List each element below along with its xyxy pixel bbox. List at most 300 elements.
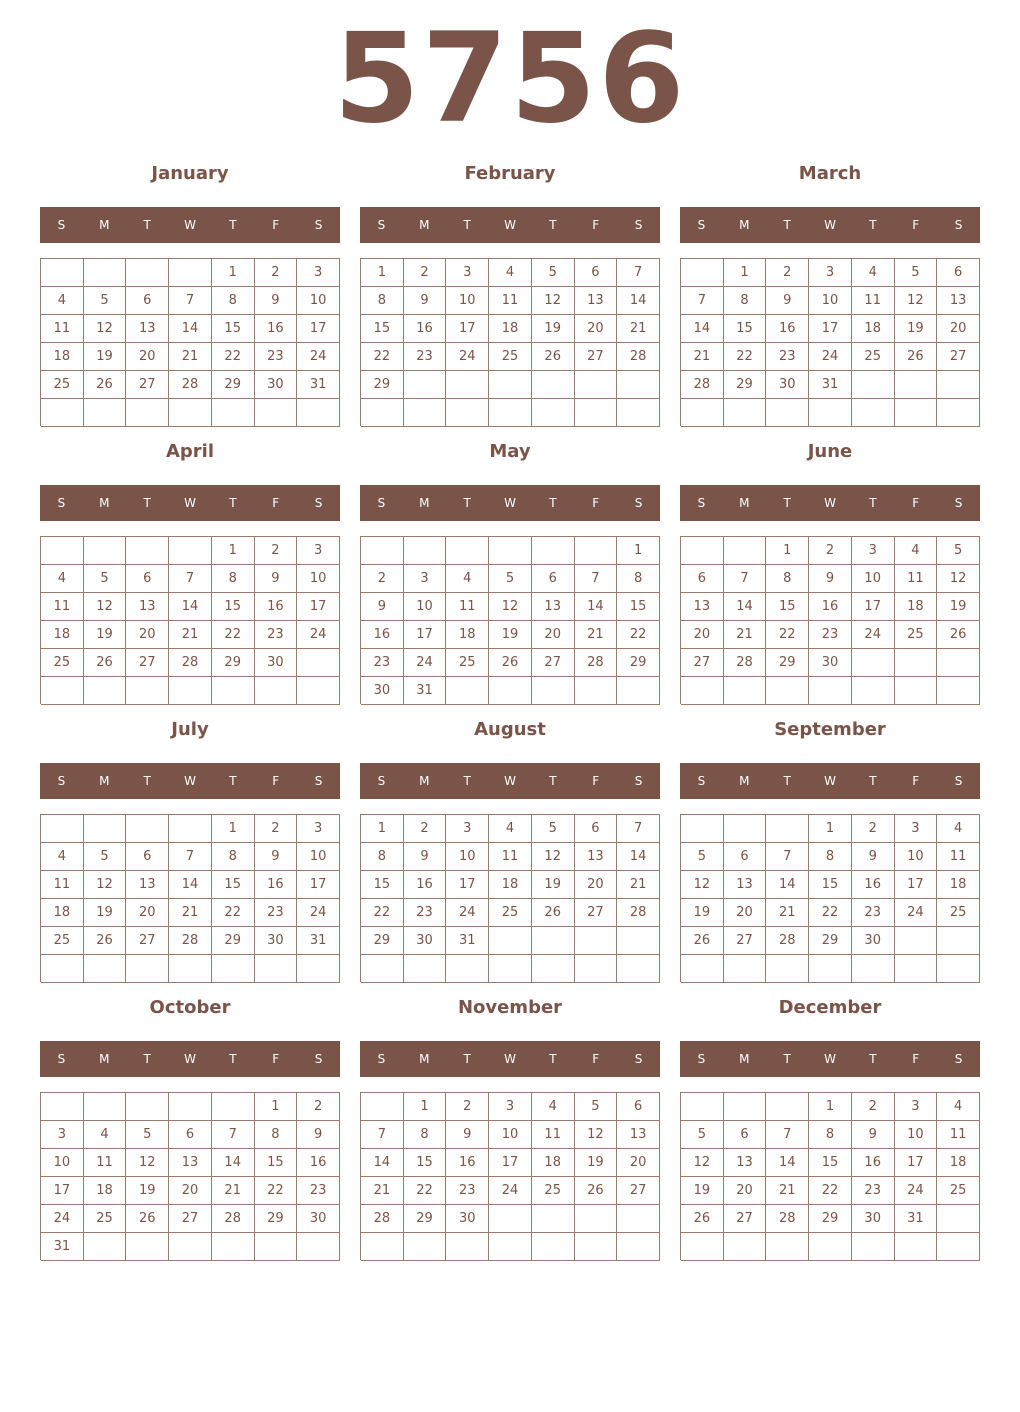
day-cell: 26 xyxy=(84,371,127,399)
day-cell: 12 xyxy=(126,1149,169,1177)
day-cell: 18 xyxy=(41,899,84,927)
empty-cell xyxy=(84,537,127,565)
day-cell: 5 xyxy=(681,1121,724,1149)
empty-cell xyxy=(681,259,724,287)
day-cell: 13 xyxy=(575,287,618,315)
day-cell: 29 xyxy=(212,927,255,955)
day-cell: 18 xyxy=(532,1149,575,1177)
day-cell: 20 xyxy=(937,315,980,343)
day-cell: 27 xyxy=(937,343,980,371)
day-cell: 17 xyxy=(404,621,447,649)
day-cell: 9 xyxy=(255,843,298,871)
empty-cell xyxy=(212,677,255,705)
day-cell: 9 xyxy=(404,843,447,871)
weekday-header xyxy=(40,485,340,521)
empty-cell xyxy=(852,677,895,705)
empty-cell xyxy=(169,259,212,287)
empty-cell xyxy=(212,399,255,427)
day-cell: 2 xyxy=(255,259,298,287)
day-cell: 16 xyxy=(852,871,895,899)
day-cell: 22 xyxy=(212,621,255,649)
day-cell: 6 xyxy=(617,1093,660,1121)
weekday-label: M xyxy=(99,774,110,788)
day-cell: 14 xyxy=(212,1149,255,1177)
empty-cell xyxy=(937,649,980,677)
empty-cell xyxy=(126,815,169,843)
empty-cell xyxy=(895,927,938,955)
day-cell: 17 xyxy=(489,1149,532,1177)
day-cell: 19 xyxy=(575,1149,618,1177)
day-cell: 24 xyxy=(489,1177,532,1205)
day-cell: 22 xyxy=(809,899,852,927)
day-cell: 3 xyxy=(895,815,938,843)
empty-cell xyxy=(724,677,767,705)
day-cell: 26 xyxy=(681,927,724,955)
day-cell: 12 xyxy=(937,565,980,593)
day-grid xyxy=(360,536,660,704)
day-cell: 29 xyxy=(404,1205,447,1233)
weekday-label: F xyxy=(592,774,600,788)
day-cell: 27 xyxy=(532,649,575,677)
day-cell: 29 xyxy=(212,649,255,677)
day-cell: 14 xyxy=(766,1149,809,1177)
day-cell: 23 xyxy=(852,1177,895,1205)
day-cell: 13 xyxy=(724,871,767,899)
day-cell: 3 xyxy=(404,565,447,593)
day-cell: 1 xyxy=(724,259,767,287)
weekday-label: S xyxy=(954,1052,963,1066)
empty-cell xyxy=(126,399,169,427)
day-cell: 1 xyxy=(766,537,809,565)
year-title: 5756 xyxy=(333,7,687,151)
day-cell: 19 xyxy=(84,899,127,927)
day-cell: 24 xyxy=(446,343,489,371)
day-cell: 9 xyxy=(297,1121,340,1149)
day-cell: 18 xyxy=(895,593,938,621)
day-cell: 9 xyxy=(404,287,447,315)
day-grid xyxy=(40,258,340,426)
weekday-label: S xyxy=(954,218,963,232)
empty-cell xyxy=(212,955,255,983)
day-cell: 27 xyxy=(617,1177,660,1205)
empty-cell xyxy=(617,1205,660,1233)
day-cell: 11 xyxy=(937,1121,980,1149)
weekday-label: M xyxy=(419,774,430,788)
day-cell: 24 xyxy=(809,343,852,371)
empty-cell xyxy=(489,955,532,983)
weekday-label: M xyxy=(419,218,430,232)
day-cell: 18 xyxy=(84,1177,127,1205)
month-name: September xyxy=(774,719,886,740)
month-name: July xyxy=(171,719,209,740)
empty-cell xyxy=(446,371,489,399)
day-cell: 17 xyxy=(446,315,489,343)
day-cell: 10 xyxy=(297,287,340,315)
empty-cell xyxy=(404,1233,447,1261)
day-cell: 23 xyxy=(404,899,447,927)
day-cell: 2 xyxy=(404,815,447,843)
empty-cell xyxy=(681,1093,724,1121)
day-cell: 11 xyxy=(937,843,980,871)
empty-cell xyxy=(169,955,212,983)
day-cell: 23 xyxy=(809,621,852,649)
day-cell: 8 xyxy=(361,287,404,315)
day-cell: 30 xyxy=(766,371,809,399)
empty-cell xyxy=(297,677,340,705)
weekday-header xyxy=(360,485,660,521)
day-cell: 15 xyxy=(212,871,255,899)
empty-cell xyxy=(852,955,895,983)
day-cell: 12 xyxy=(532,287,575,315)
day-cell: 21 xyxy=(724,621,767,649)
day-cell: 1 xyxy=(404,1093,447,1121)
weekday-label: W xyxy=(824,218,836,232)
empty-cell xyxy=(895,677,938,705)
day-cell: 8 xyxy=(404,1121,447,1149)
day-cell: 24 xyxy=(852,621,895,649)
weekday-label: W xyxy=(504,218,516,232)
empty-cell xyxy=(489,927,532,955)
weekday-header xyxy=(680,207,980,243)
day-grid xyxy=(680,536,980,704)
day-cell: 24 xyxy=(297,899,340,927)
weekday-header xyxy=(680,1041,980,1077)
day-cell: 11 xyxy=(895,565,938,593)
empty-cell xyxy=(297,399,340,427)
day-cell: 13 xyxy=(724,1149,767,1177)
day-cell: 29 xyxy=(255,1205,298,1233)
weekday-label: T xyxy=(229,774,237,788)
day-cell: 29 xyxy=(724,371,767,399)
empty-cell xyxy=(126,1233,169,1261)
day-cell: 26 xyxy=(937,621,980,649)
weekday-label: T xyxy=(869,774,877,788)
weekday-label: T xyxy=(143,774,151,788)
day-cell: 25 xyxy=(532,1177,575,1205)
day-cell: 6 xyxy=(724,843,767,871)
weekday-label: S xyxy=(634,496,643,510)
day-cell: 2 xyxy=(404,259,447,287)
weekday-label: S xyxy=(697,1052,706,1066)
day-cell: 27 xyxy=(681,649,724,677)
day-cell: 2 xyxy=(297,1093,340,1121)
day-cell: 3 xyxy=(852,537,895,565)
day-cell: 5 xyxy=(489,565,532,593)
day-cell: 22 xyxy=(361,343,404,371)
day-cell: 6 xyxy=(532,565,575,593)
day-cell: 2 xyxy=(255,537,298,565)
day-cell: 10 xyxy=(297,565,340,593)
empty-cell xyxy=(84,815,127,843)
weekday-label: F xyxy=(592,218,600,232)
weekday-label: S xyxy=(377,496,386,510)
month-name: August xyxy=(474,719,546,740)
empty-cell xyxy=(404,955,447,983)
day-cell: 4 xyxy=(489,259,532,287)
day-cell: 16 xyxy=(766,315,809,343)
day-cell: 26 xyxy=(489,649,532,677)
day-cell: 25 xyxy=(41,371,84,399)
empty-cell xyxy=(489,537,532,565)
weekday-label: F xyxy=(592,1052,600,1066)
day-cell: 10 xyxy=(404,593,447,621)
month-name: May xyxy=(489,441,531,462)
weekday-header xyxy=(40,1041,340,1077)
month-name: March xyxy=(798,163,862,184)
empty-cell xyxy=(297,649,340,677)
day-cell: 18 xyxy=(446,621,489,649)
day-cell: 13 xyxy=(126,593,169,621)
day-cell: 12 xyxy=(895,287,938,315)
day-cell: 12 xyxy=(489,593,532,621)
day-cell: 19 xyxy=(895,315,938,343)
day-cell: 21 xyxy=(169,899,212,927)
day-cell: 4 xyxy=(41,565,84,593)
weekday-label: T xyxy=(229,496,237,510)
day-cell: 1 xyxy=(212,815,255,843)
weekday-header xyxy=(680,485,980,521)
day-cell: 5 xyxy=(84,287,127,315)
weekday-label: M xyxy=(739,218,750,232)
day-cell: 5 xyxy=(575,1093,618,1121)
empty-cell xyxy=(532,399,575,427)
day-cell: 21 xyxy=(766,899,809,927)
empty-cell xyxy=(809,399,852,427)
empty-cell xyxy=(575,537,618,565)
day-cell: 22 xyxy=(255,1177,298,1205)
day-cell: 9 xyxy=(255,287,298,315)
day-cell: 16 xyxy=(297,1149,340,1177)
day-cell: 9 xyxy=(766,287,809,315)
day-cell: 23 xyxy=(852,899,895,927)
weekday-label: F xyxy=(272,1052,280,1066)
day-cell: 10 xyxy=(809,287,852,315)
day-cell: 20 xyxy=(126,899,169,927)
day-cell: 28 xyxy=(575,649,618,677)
day-cell: 26 xyxy=(126,1205,169,1233)
day-cell: 30 xyxy=(809,649,852,677)
day-cell: 1 xyxy=(361,259,404,287)
day-cell: 4 xyxy=(937,815,980,843)
day-cell: 16 xyxy=(404,315,447,343)
day-cell: 4 xyxy=(489,815,532,843)
empty-cell xyxy=(895,649,938,677)
empty-cell xyxy=(681,955,724,983)
day-cell: 7 xyxy=(361,1121,404,1149)
day-cell: 17 xyxy=(297,871,340,899)
day-cell: 2 xyxy=(852,1093,895,1121)
day-cell: 30 xyxy=(297,1205,340,1233)
empty-cell xyxy=(681,677,724,705)
day-cell: 25 xyxy=(446,649,489,677)
empty-cell xyxy=(575,1205,618,1233)
day-cell: 5 xyxy=(84,843,127,871)
day-cell: 11 xyxy=(41,593,84,621)
day-cell: 12 xyxy=(84,315,127,343)
empty-cell xyxy=(766,1233,809,1261)
day-cell: 25 xyxy=(489,343,532,371)
empty-cell xyxy=(724,1233,767,1261)
day-cell: 3 xyxy=(297,537,340,565)
day-cell: 5 xyxy=(681,843,724,871)
day-cell: 28 xyxy=(169,371,212,399)
weekday-label: S xyxy=(57,774,66,788)
day-cell: 25 xyxy=(84,1205,127,1233)
day-cell: 20 xyxy=(126,343,169,371)
day-cell: 28 xyxy=(169,927,212,955)
day-cell: 23 xyxy=(255,899,298,927)
weekday-label: S xyxy=(377,218,386,232)
day-cell: 11 xyxy=(41,871,84,899)
day-cell: 31 xyxy=(297,927,340,955)
day-cell: 5 xyxy=(937,537,980,565)
day-cell: 29 xyxy=(361,371,404,399)
empty-cell xyxy=(169,815,212,843)
weekday-label: T xyxy=(783,1052,791,1066)
day-cell: 19 xyxy=(532,315,575,343)
day-cell: 14 xyxy=(766,871,809,899)
day-cell: 13 xyxy=(575,843,618,871)
weekday-label: S xyxy=(954,496,963,510)
day-cell: 16 xyxy=(446,1149,489,1177)
day-cell: 23 xyxy=(446,1177,489,1205)
empty-cell xyxy=(446,955,489,983)
day-cell: 11 xyxy=(84,1149,127,1177)
empty-cell xyxy=(532,537,575,565)
day-cell: 8 xyxy=(361,843,404,871)
day-cell: 8 xyxy=(766,565,809,593)
weekday-label: S xyxy=(57,496,66,510)
empty-cell xyxy=(937,399,980,427)
day-cell: 7 xyxy=(724,565,767,593)
day-cell: 11 xyxy=(41,315,84,343)
day-cell: 22 xyxy=(361,899,404,927)
day-cell: 28 xyxy=(724,649,767,677)
weekday-header xyxy=(360,763,660,799)
empty-cell xyxy=(255,399,298,427)
day-cell: 17 xyxy=(852,593,895,621)
empty-cell xyxy=(84,259,127,287)
day-cell: 8 xyxy=(809,843,852,871)
empty-cell xyxy=(724,537,767,565)
day-cell: 10 xyxy=(446,287,489,315)
day-cell: 15 xyxy=(724,315,767,343)
day-cell: 22 xyxy=(212,899,255,927)
day-cell: 27 xyxy=(575,899,618,927)
empty-cell xyxy=(126,1093,169,1121)
day-cell: 3 xyxy=(41,1121,84,1149)
day-cell: 4 xyxy=(937,1093,980,1121)
day-cell: 28 xyxy=(169,649,212,677)
empty-cell xyxy=(937,955,980,983)
day-cell: 6 xyxy=(724,1121,767,1149)
empty-cell xyxy=(532,955,575,983)
day-cell: 7 xyxy=(169,843,212,871)
weekday-label: S xyxy=(314,774,323,788)
weekday-label: F xyxy=(272,774,280,788)
day-cell: 7 xyxy=(169,287,212,315)
empty-cell xyxy=(41,1093,84,1121)
day-cell: 28 xyxy=(617,899,660,927)
month-name: December xyxy=(778,997,882,1018)
day-cell: 6 xyxy=(681,565,724,593)
empty-cell xyxy=(895,371,938,399)
empty-cell xyxy=(255,677,298,705)
day-cell: 26 xyxy=(681,1205,724,1233)
day-cell: 16 xyxy=(809,593,852,621)
weekday-label: W xyxy=(824,1052,836,1066)
weekday-header xyxy=(40,763,340,799)
day-cell: 29 xyxy=(809,927,852,955)
day-cell: 30 xyxy=(404,927,447,955)
empty-cell xyxy=(852,1233,895,1261)
day-cell: 14 xyxy=(617,843,660,871)
day-grid xyxy=(680,1092,980,1260)
empty-cell xyxy=(169,677,212,705)
day-cell: 19 xyxy=(681,1177,724,1205)
day-cell: 13 xyxy=(532,593,575,621)
empty-cell xyxy=(489,399,532,427)
day-cell: 20 xyxy=(575,315,618,343)
empty-cell xyxy=(617,677,660,705)
empty-cell xyxy=(937,1205,980,1233)
day-cell: 15 xyxy=(809,871,852,899)
day-cell: 4 xyxy=(852,259,895,287)
empty-cell xyxy=(681,399,724,427)
day-cell: 21 xyxy=(169,343,212,371)
day-cell: 4 xyxy=(446,565,489,593)
day-cell: 26 xyxy=(84,649,127,677)
empty-cell xyxy=(766,399,809,427)
day-cell: 17 xyxy=(895,1149,938,1177)
day-cell: 10 xyxy=(297,843,340,871)
weekday-label: S xyxy=(954,774,963,788)
day-cell: 16 xyxy=(404,871,447,899)
day-cell: 15 xyxy=(766,593,809,621)
empty-cell xyxy=(724,399,767,427)
day-cell: 25 xyxy=(895,621,938,649)
day-cell: 19 xyxy=(532,871,575,899)
weekday-label: T xyxy=(869,218,877,232)
day-cell: 5 xyxy=(895,259,938,287)
weekday-label: S xyxy=(314,496,323,510)
empty-cell xyxy=(489,1205,532,1233)
empty-cell xyxy=(169,399,212,427)
day-cell: 6 xyxy=(575,815,618,843)
day-cell: 29 xyxy=(617,649,660,677)
weekday-label: W xyxy=(504,496,516,510)
empty-cell xyxy=(489,1233,532,1261)
day-grid xyxy=(680,258,980,426)
month-name: January xyxy=(151,163,229,184)
weekday-label: W xyxy=(824,774,836,788)
empty-cell xyxy=(575,927,618,955)
day-cell: 17 xyxy=(446,871,489,899)
empty-cell xyxy=(809,677,852,705)
day-cell: 26 xyxy=(532,899,575,927)
weekday-label: M xyxy=(739,496,750,510)
day-cell: 1 xyxy=(212,259,255,287)
month-name: November xyxy=(457,997,563,1018)
empty-cell xyxy=(852,399,895,427)
empty-cell xyxy=(895,955,938,983)
day-cell: 1 xyxy=(617,537,660,565)
empty-cell xyxy=(809,955,852,983)
day-cell: 22 xyxy=(212,343,255,371)
weekday-label: S xyxy=(314,218,323,232)
day-cell: 18 xyxy=(41,621,84,649)
weekday-label: S xyxy=(634,774,643,788)
